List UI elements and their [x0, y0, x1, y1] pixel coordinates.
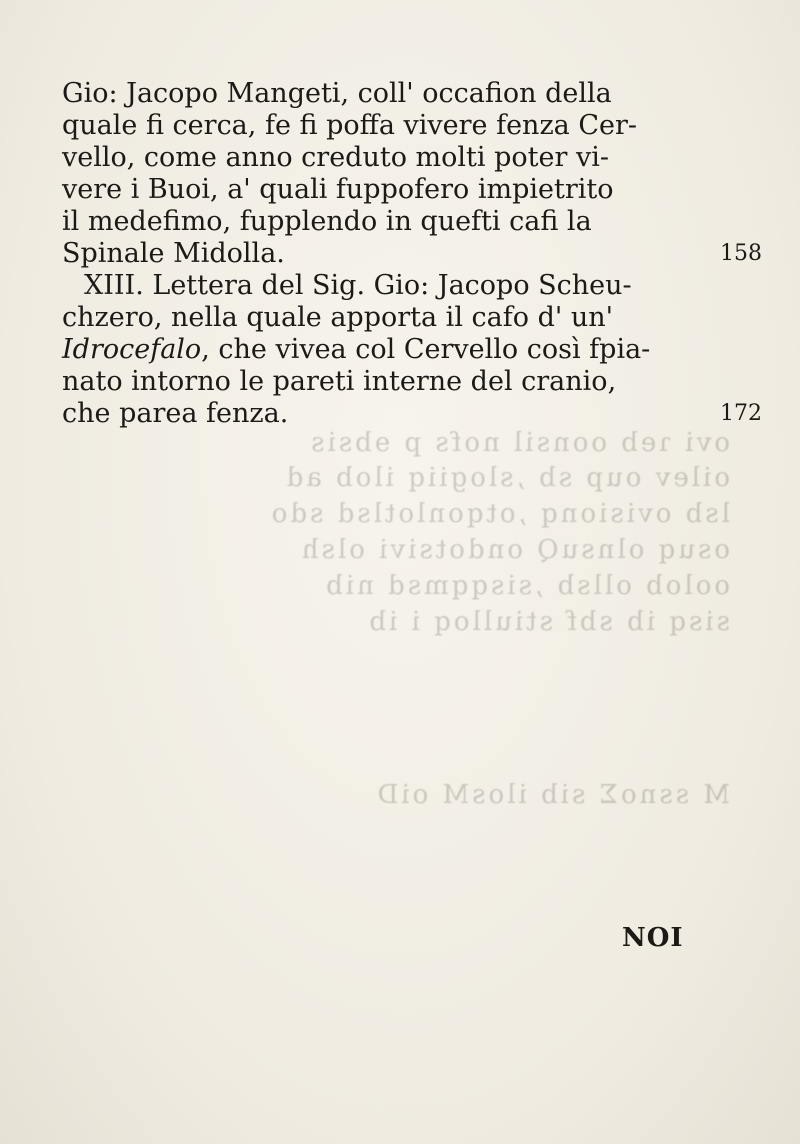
index-entries	[62, 78, 762, 430]
entry-text: vello, come anno creduto molti poter vi-	[62, 142, 609, 173]
page-reference: 172	[720, 401, 762, 426]
entry-line	[62, 366, 762, 398]
entry-text: nato intorno le pareti interne del cranio,	[62, 366, 617, 397]
entry-text: chzero, nella quale apporta il cafo d' un'	[62, 302, 614, 333]
bleed-through-text: oilev oup sb ,slogiiq ilob ad	[283, 463, 730, 493]
entry-text: che parea fenza.	[62, 398, 289, 429]
entry-line	[62, 270, 762, 302]
entry-line	[62, 238, 762, 270]
entry-text: quale fi cerca, fe fi poffa vivere fenza Cer-	[62, 110, 638, 141]
entry-text: vere i Buoi, a' quali fuppofero impietrito	[62, 174, 614, 205]
bleed-through-text: ovi ɿeb oonsil nofs p ɘbsis	[308, 428, 730, 458]
entry-italic-term: Idrocefalo	[62, 334, 202, 365]
entry-line	[62, 398, 762, 430]
entry-text: , che vivea col Cervello così fpia-	[201, 334, 651, 365]
entry-text: il medefimo, fupplendo in quefti cafi la	[62, 206, 592, 237]
bleed-through-text: lsb ovisionq ,otqonlotlsd sdo	[268, 499, 730, 529]
bleed-through-text: osuq olnsuQ ondotsivi olsh	[298, 535, 730, 565]
entry-text: XIII. Lettera del Sig. Gio: Jacopo Scheu-	[84, 270, 632, 301]
bleed-through-text: sisq ib sbf stiulloq i ib	[366, 607, 730, 637]
entry-line	[62, 110, 762, 142]
entry-line	[62, 302, 762, 334]
catchword: NOI	[622, 923, 684, 953]
bleed-through-text: M ssnoΣ sib ilosM oiD	[374, 780, 730, 810]
page-reference: 158	[720, 241, 762, 266]
entry-text: Gio: Jacopo Mangeti, coll' occafion della	[62, 78, 612, 109]
entry-line	[62, 334, 762, 366]
entry-line	[62, 206, 762, 238]
entry-line	[62, 142, 762, 174]
entry-text: Spinale Midolla.	[62, 238, 285, 269]
bleed-through-text: oolob ollsb ,sisqqmsd nib	[323, 571, 730, 601]
entry-line	[62, 78, 762, 110]
entry-line	[62, 174, 762, 206]
